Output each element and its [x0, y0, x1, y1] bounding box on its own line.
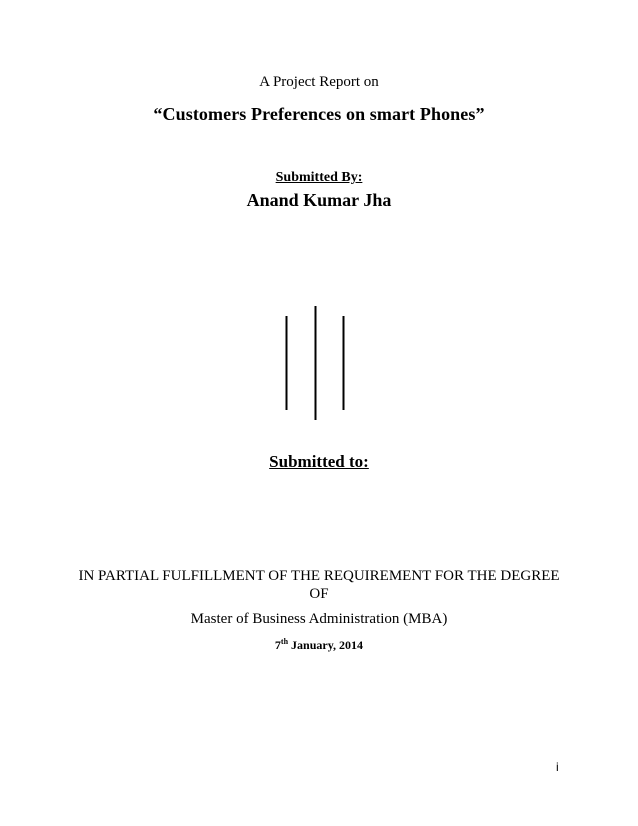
- submission-date: [0, 638, 638, 653]
- date-rest: January, 2014: [288, 638, 364, 652]
- fulfillment-statement: IN PARTIAL FULFILLMENT OF THE REQUIREMENT FOR THE DEGREE: [78, 568, 560, 584]
- report-intro: A Project Report on: [259, 74, 379, 90]
- page-number: i: [556, 760, 559, 774]
- report-title: “Customers Preferences on smart Phones”: [153, 104, 485, 124]
- author-name: Anand Kumar Jha: [246, 190, 392, 210]
- degree-name: Master of Business Administration (MBA): [190, 611, 448, 627]
- of-line: OF: [309, 586, 329, 602]
- date-day: 7: [274, 638, 281, 652]
- date-suffix: th: [280, 637, 289, 646]
- submitted-to-label: Submitted to:: [269, 452, 369, 471]
- submitted-by-label: Submitted By:: [275, 170, 363, 185]
